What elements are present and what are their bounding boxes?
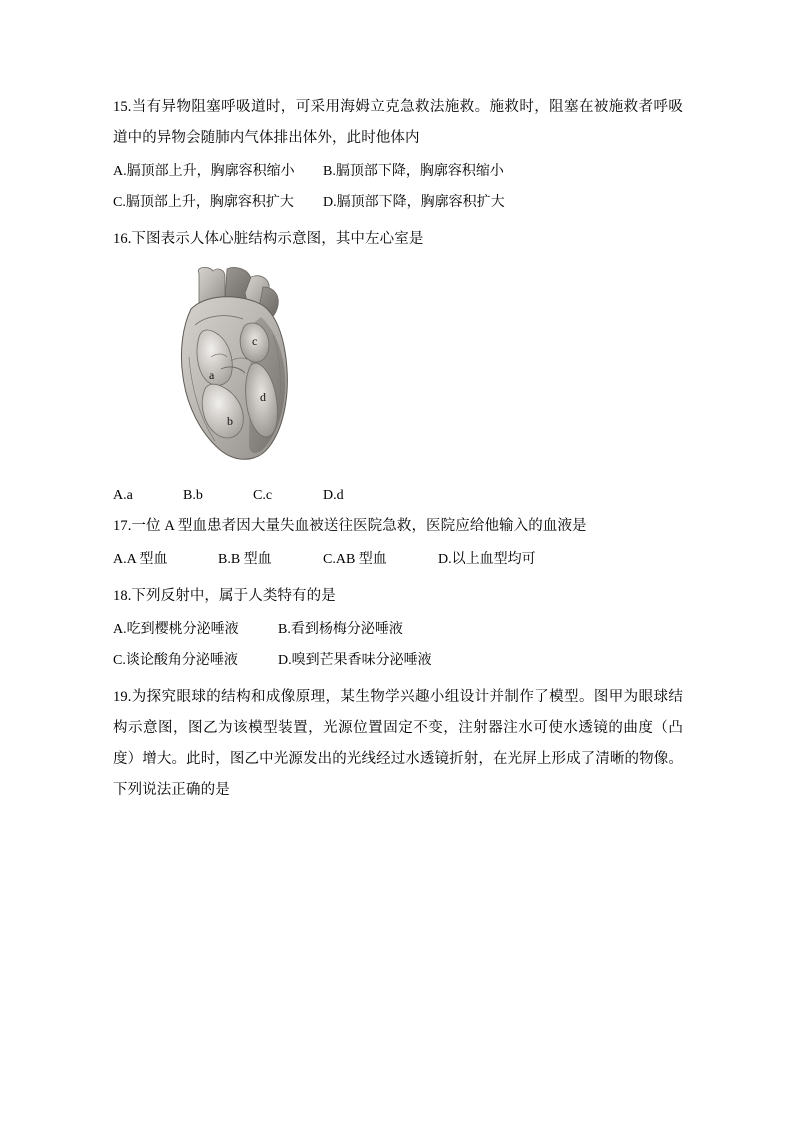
question-15 [113,92,683,218]
question-18-options [113,614,683,676]
question-17-options [113,544,683,575]
question-16-figure-wrap [113,265,683,470]
question-18-option-row-2 [113,645,683,676]
question-17-option-a: A.A 型血 [113,552,168,567]
question-16-option-d: D.d [323,488,344,503]
question-17-stem: 17.一位 A 型血患者因大量失血被送往医院急救，医院应给他输入的血液是 [113,518,587,534]
question-19-stem: 19.为探究眼球的结构和成像原理，某生物学兴趣小组设计并制作了模型。图甲为眼球结构示意图，图乙为该模型装置，光源位置固定不变，注射器注水可使水透镜的曲度（凸度）增大。此时，图乙中光源发出的光线经过水透镜折射，在光屏上形成了清晰的物像。下列说法正确的是 [113,689,683,798]
question-19 [113,682,683,806]
question-16-option-b: B.b [183,488,203,503]
question-18-option-row-1 [113,614,683,645]
question-16-option-a: A.a [113,488,133,503]
question-16 [113,224,683,511]
question-15-option-b: B.膈顶部下降，胸廓容积缩小 [323,164,504,179]
question-15-stem: 15.当有异物阻塞呼吸道时，可采用海姆立克急救法施救。施救时，阻塞在被施救者呼吸道中的异物会随肺内气体排出体外，此时他体内 [113,99,683,146]
question-list [113,92,683,812]
question-16-stem: 16.下图表示人体心脏结构示意图，其中左心室是 [113,231,424,247]
question-17-option-d: D.以上血型均可 [438,552,536,567]
heart-label-a: a [209,368,215,382]
question-17-option-b: B.B 型血 [218,552,272,567]
heart-label-b: b [227,414,233,428]
question-16-option-c: C.c [253,488,273,503]
question-15-options [113,156,683,218]
heart-label-c: c [252,334,258,348]
question-15-option-c: C.膈顶部上升，胸廓容积扩大 [113,195,294,210]
heart-diagram-svg [165,265,305,470]
question-18-option-c: C.谈论酸角分泌唾液 [113,653,238,668]
question-18 [113,581,683,676]
question-17-option-c: C.AB 型血 [323,552,387,567]
question-18-option-b: B.看到杨梅分泌唾液 [278,622,403,637]
question-17-option-row-1 [113,544,683,575]
heart-label-d: d [260,390,266,404]
question-15-option-a: A.膈顶部上升，胸廓容积缩小 [113,164,295,179]
question-18-option-d: D.嗅到芒果香味分泌唾液 [278,653,432,668]
question-15-option-row-1 [113,156,683,187]
question-15-option-row-2 [113,187,683,218]
question-15-option-d: D.膈顶部下降，胸廓容积扩大 [323,195,505,210]
question-16-options [113,476,683,511]
question-18-option-a: A.吃到樱桃分泌唾液 [113,622,239,637]
heart-structure-diagram [165,265,305,470]
question-18-stem: 18.下列反射中，属于人类特有的是 [113,588,336,604]
question-17 [113,511,683,575]
